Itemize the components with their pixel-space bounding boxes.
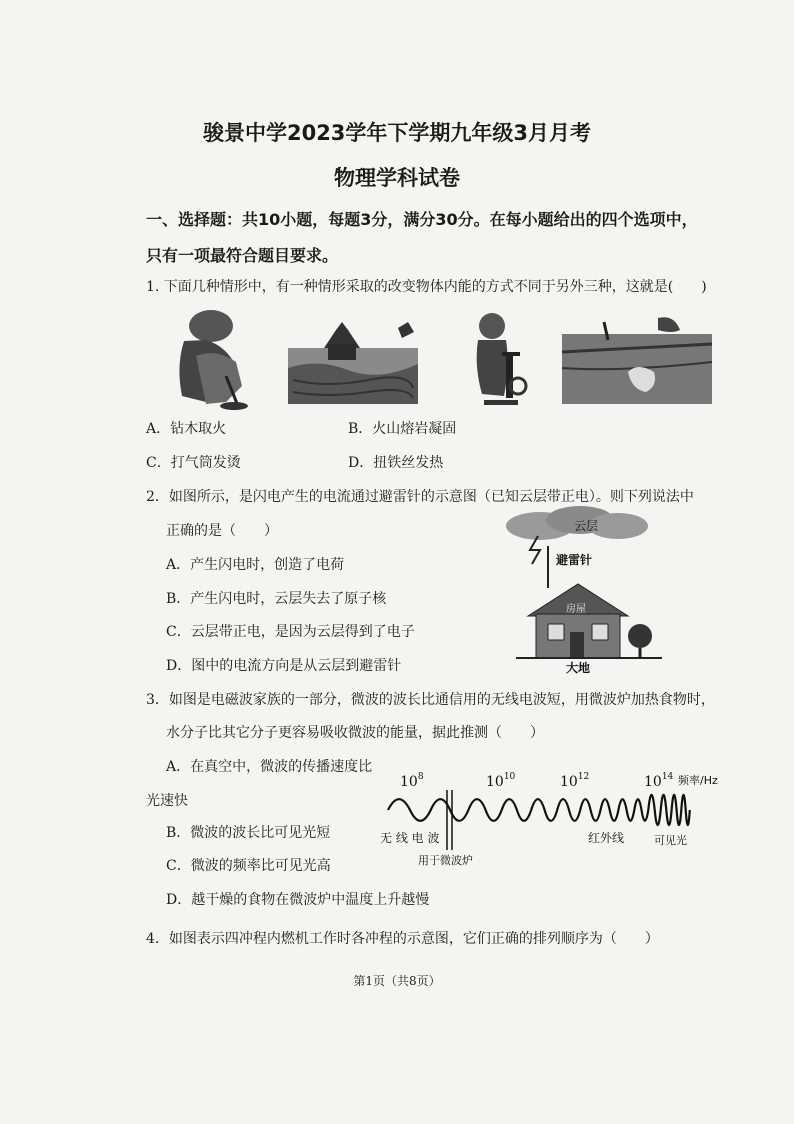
freq-tick-2: $10^{10}$ <box>486 772 516 790</box>
q3-stem-line2: 水分子比其它分子更容易吸收微波的能量，据此推测（ ） <box>166 725 544 741</box>
spectrum-wave <box>388 795 690 825</box>
q1-stem: 1. 下面几种情形中，有一种情形采取的改变物体内能的方式不同于另外三种，这就是( ) <box>146 279 707 295</box>
microwave-label: 用于微波炉 <box>418 854 473 867</box>
freq-tick-3: $10^{12}$ <box>560 772 590 790</box>
q2-stem-line1: 2．如图所示，是闪电产生的电流通过避雷针的示意图（已知云层带正电）。则下列说法中 <box>146 489 694 505</box>
q4-stem: 4．如图表示四冲程内燃机工作时各冲程的示意图，它们正确的排列顺序为（ ） <box>146 931 659 947</box>
frequency-axis-label: 频率/Hz <box>678 774 718 787</box>
q2-option-a: A．产生闪电时，创造了电荷 <box>166 557 345 573</box>
ground-label: 大地 <box>566 661 591 675</box>
q1-option-d: D．扭铁丝发热 <box>348 455 444 471</box>
cloud-label: 云层 <box>574 519 599 533</box>
q1-image-drilling-wood <box>166 306 256 412</box>
q3-option-a-line1: A．在真空中，微波的传播速度比 <box>166 759 373 775</box>
radio-wave-label: 无 线 电 波 <box>380 831 440 845</box>
page-title: 骏景中学2023学年下学期九年级3月月考 <box>202 121 592 145</box>
section-heading-line2: 只有一项最符合题目要求。 <box>146 246 339 265</box>
freq-tick-4: $10^{14}$ <box>644 772 674 790</box>
q1-image-twisting-wire <box>562 312 712 404</box>
q3-option-b: B．微波的波长比可见光短 <box>166 825 331 841</box>
visible-light-label: 可见光 <box>654 834 687 847</box>
q2-stem-line2: 正确的是（ ） <box>166 523 278 539</box>
q3-option-c: C．微波的频率比可见光高 <box>166 858 331 874</box>
q3-option-a-line2: 光速快 <box>146 793 188 809</box>
page-subtitle: 物理学科试卷 <box>334 166 460 190</box>
q1-option-b: B．火山熔岩凝固 <box>348 421 457 437</box>
q1-image-volcano-lava <box>288 318 418 404</box>
frequency-ticks <box>400 772 718 790</box>
section-heading-line1: 一、选择题：共10小题，每题3分，满分30分。在每小题给出的四个选项中， <box>146 210 698 229</box>
rod-label: 避雷针 <box>556 553 593 567</box>
q1-image-bicycle-pump <box>466 306 536 412</box>
q3-stem-line1: 3．如图是电磁波家族的一部分，微波的波长比通信用的无线电波短，用微波炉加热食物时， <box>146 692 715 708</box>
infrared-label: 红外线 <box>588 831 625 845</box>
freq-tick-1: $10^8$ <box>400 772 424 790</box>
q3-option-d: D．越干燥的食物在微波炉中温度上升越慢 <box>166 892 430 908</box>
q3-em-spectrum-figure <box>378 762 722 872</box>
q2-option-d: D．图中的电流方向是从云层到避雷针 <box>166 658 402 674</box>
q1-option-a: A．钻木取火 <box>146 421 227 437</box>
page-footer: 第1页（共8页） <box>353 974 441 988</box>
q2-option-c: C．云层带正电，是因为云层得到了电子 <box>166 624 415 640</box>
q1-option-c: C．打气筒发烫 <box>146 455 241 471</box>
q2-lightning-rod-figure <box>500 506 670 675</box>
q2-option-b: B．产生闪电时，云层失去了原子核 <box>166 591 387 607</box>
lightning-bolt <box>530 536 540 564</box>
house-label: 房屋 <box>566 604 586 615</box>
